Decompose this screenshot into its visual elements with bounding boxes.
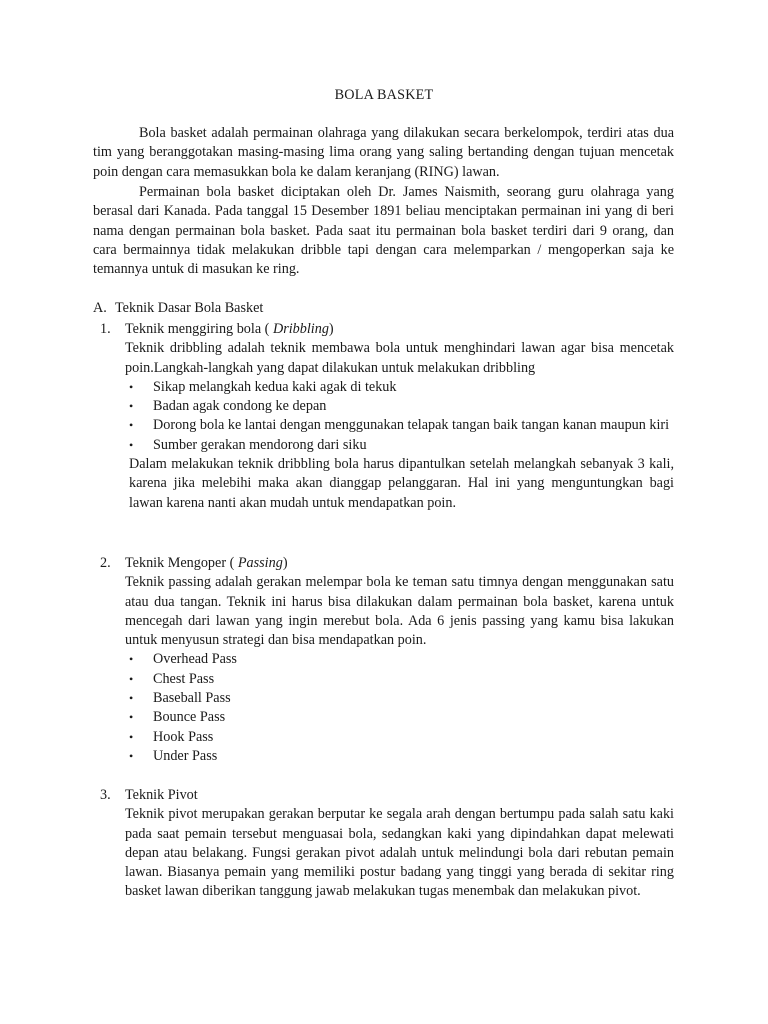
bullet-icon: •: [129, 437, 134, 452]
list-item-text: Badan agak condong ke depan: [153, 398, 327, 415]
list-item-text: Hook Pass: [153, 728, 214, 745]
list-item: [125, 650, 674, 669]
item-heading-italic: Passing: [237, 555, 283, 571]
intro-paragraph: Bola basket adalah permainan olahraga yang dilakukan secara berkelompok, terdiri atas dua tim yang beranggotakan masing-masing lima orang yang saling bertanding dengan tujuan mencetak poin dengan cara memasukkan bola ke dalam keranjang (RING) lawan.: [93, 125, 674, 180]
item-number: 3.: [100, 787, 111, 803]
item-number: 1.: [100, 321, 111, 337]
list-item-text: Sumber gerakan mendorong dari siku: [153, 436, 367, 453]
list-item-text: Sikap melangkah kedua kaki agak di tekuk: [153, 378, 397, 395]
item-heading-prefix: Teknik menggiring bola (: [125, 321, 273, 337]
list-item: [125, 747, 674, 766]
intro-paragraph: Permainan bola basket diciptakan oleh Dr. James Naismith, seorang guru olahraga yang berasal dari Kanada. Pada tanggal 15 Desember 1891 beliau menciptakan permainan ini yang di beri nama dengan permainan bola basket. Pada saat itu permainan bola basket terdiri dari 9 orang, dan cara bermainnya tidak melakukan dribble tapi dengan cara melemparkan / mengoperkan saja ke temannya untuk di masukan ke ring.: [93, 184, 674, 278]
list-item-text: Baseball Pass: [153, 690, 231, 707]
section-title: Teknik Dasar Bola Basket: [115, 300, 264, 316]
technique-passing: [100, 554, 674, 766]
item-paragraph: Teknik passing adalah gerakan melempar bola ke teman satu timnya dengan menggunakan satu atau dua tangan. Teknik ini harus bisa dilakukan dalam permainan bola basket, karena untuk mencegah dari lawan yang ingin merebut bola. Ada 6 jenis passing yang kamu bisa lakukan untuk menyusun strategi dan bisa mendapatkan poin.: [125, 574, 674, 649]
technique-dribbling: [100, 320, 674, 513]
item-heading-text: Teknik Pivot: [125, 787, 198, 803]
document-title: BOLA BASKET: [334, 87, 434, 103]
list-item: [125, 708, 674, 727]
list-item-text: Overhead Pass: [153, 651, 237, 668]
item-body: [125, 573, 674, 766]
technique-pivot: [100, 786, 674, 902]
item-body: [125, 805, 674, 901]
bullet-icon: •: [129, 671, 134, 686]
bullet-icon: •: [129, 748, 134, 763]
bullet-icon: •: [129, 710, 134, 725]
item-heading-italic: Dribbling: [272, 321, 329, 337]
bullet-icon: •: [129, 418, 134, 433]
list-item: [125, 670, 674, 689]
list-item-text: Bounce Pass: [153, 709, 226, 726]
item-heading-suffix: ): [282, 555, 288, 571]
item-number: 2.: [100, 555, 111, 571]
bullet-list: [125, 378, 674, 455]
item-body: [125, 339, 674, 513]
list-item: [125, 689, 674, 708]
list-item: [125, 397, 674, 416]
list-item-text: Dorong bola ke lantai dengan menggunakan telapak tangan baik tangan kanan maupun kiri: [153, 417, 670, 434]
section-heading: [93, 299, 263, 318]
item-heading: [100, 554, 674, 573]
item-heading: [100, 786, 674, 805]
list-item-text: Under Pass: [153, 747, 218, 764]
list-item-text: Chest Pass: [153, 670, 215, 687]
item-heading-prefix: Teknik Mengoper (: [125, 555, 238, 571]
bullet-icon: •: [129, 379, 134, 394]
bullet-icon: •: [129, 652, 134, 667]
item-heading-suffix: ): [328, 321, 334, 337]
bullet-icon: •: [129, 399, 134, 414]
bullet-icon: •: [129, 691, 134, 706]
list-item: [125, 416, 674, 435]
section-letter: A.: [93, 300, 107, 316]
list-item: [125, 728, 674, 747]
list-item: [125, 378, 674, 397]
bullet-icon: •: [129, 729, 134, 744]
bullet-list: [125, 650, 674, 766]
item-paragraph: Teknik pivot merupakan gerakan berputar ke segala arah dengan bertumpu pada salah satu kaki pada saat pemain tersebut menguasai bola, sedangkan kaki yang dipindahkan dapat melewati depan atau belakang. Fungsi gerakan pivot adalah untuk melindungi bola dari rebutan pemain lawan. Biasanya pemain yang memiliki postur badang yang tinggi yang berada di sekitar ring basket lawan diberikan tanggung jawab melakukan tugas menembak dan melakukan pivot.: [125, 806, 674, 900]
item-heading: [100, 320, 674, 339]
list-item: [125, 436, 674, 455]
item-closing-paragraph: Dalam melakukan teknik dribbling bola harus dipantulkan setelah melangkah sebanyak 3 kali, karena jika melebihi maka akan dianggap pelanggaran. Hal ini yang menguntungkan bagi lawan karena nanti akan mudah untuk mendapatkan poin.: [129, 456, 674, 511]
item-paragraph: Teknik dribbling adalah teknik membawa bola untuk menghindari lawan agar bisa mencetak poin.Langkah-langkah yang dapat dilakukan untuk melakukan dribbling: [125, 340, 674, 376]
